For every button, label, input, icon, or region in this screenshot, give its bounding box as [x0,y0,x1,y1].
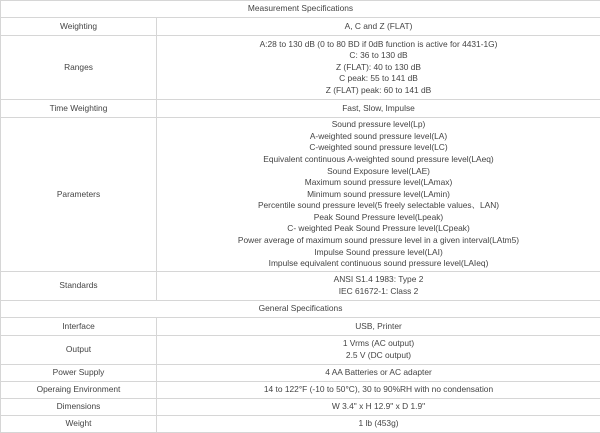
parameter-line: Equivalent continuous A-weighted sound pressure level(LAeq) [263,153,494,164]
weight-row [1,416,600,433]
standards-line: ANSI S1.4 1983: Type 2 [333,274,424,285]
parameter-line: Impulse Sound pressure level(LAI) [314,246,443,257]
ranges-row [1,36,600,100]
weighting-row [1,18,600,36]
standards-row [1,272,600,301]
parameter-line: Power average of maximum sound pressure level in a given interval(LAtm5) [237,235,520,246]
weighting-label: Weighting [1,18,157,36]
standards-value [157,272,600,301]
weight-value: 1 lb (453g) [157,416,600,433]
power-supply-row [1,365,600,382]
dimensions-label: Dimensions [1,399,157,416]
parameter-line: Sound Exposure level(LAE) [327,165,430,176]
parameters-label: Parameters [1,118,157,272]
operating-environment-label: Operaing Environment [1,382,157,399]
general-heading-row [1,301,600,318]
dimensions-row [1,399,600,416]
weight-label: Weight [1,416,157,433]
output-label: Output [1,336,157,365]
power-supply-label: Power Supply [1,365,157,382]
standards-label: Standards [1,272,157,301]
interface-value: USB, Printer [157,318,600,336]
general-heading: General Specifications [1,301,600,318]
parameter-line: Maximum sound pressure level(LAmax) [304,177,453,188]
output-row [1,336,600,365]
parameters-row [1,118,600,272]
operating-environment-value: 14 to 122°F (-10 to 50°C), 30 to 90%RH with no condensation [157,382,600,399]
power-supply-value: 4 AA Batteries or AC adapter [157,365,600,382]
ranges-line: C: 36 to 130 dB [349,50,408,61]
standards-line: IEC 61672-1: Class 2 [338,286,419,296]
time-weighting-value: Fast, Slow, Impulse [157,100,600,118]
ranges-value [157,36,600,100]
parameter-line: Minimum sound pressure level(LAmin) [307,188,450,199]
parameters-value [157,118,600,272]
parameter-line: Percentile sound pressure level(5 freely selectable values、LAN) [257,200,500,211]
interface-row [1,318,600,336]
output-line: 2.5 V (DC output) [345,350,412,360]
output-line: 1 Vrms (AC output) [342,338,415,349]
parameter-line: Sound pressure level(Lp) [331,119,426,130]
parameter-line: C- weighted Peak Sound Pressure level(LCpeak) [287,223,470,234]
ranges-label: Ranges [1,36,157,100]
ranges-line: Z (FLAT) peak: 60 to 141 dB [325,84,432,95]
time-weighting-label: Time Weighting [1,100,157,118]
output-value [157,336,600,365]
weighting-value: A, C and Z (FLAT) [157,18,600,36]
parameter-line: A-weighted sound pressure level(LA) [309,130,448,141]
parameter-line: Impulse equivalent continuous sound pressure level(LAIeq) [268,258,489,269]
operating-environment-row [1,382,600,399]
interface-label: Interface [1,318,157,336]
measurement-heading-row [1,1,600,18]
dimensions-value: W 3.4" x H 12.9" x D 1.9" [157,399,600,416]
parameter-line: Peak Sound Pressure level(Lpeak) [313,211,444,222]
ranges-line: Z (FLAT): 40 to 130 dB [335,61,422,72]
time-weighting-row [1,100,600,118]
ranges-line: A:28 to 130 dB (0 to 80 BD if 0dB function is active for 4431-1G) [259,38,498,49]
parameter-line: C-weighted sound pressure level(LC) [309,142,448,153]
ranges-line: C peak: 55 to 141 dB [339,73,418,84]
measurement-heading: Measurement Specifications [1,1,600,18]
